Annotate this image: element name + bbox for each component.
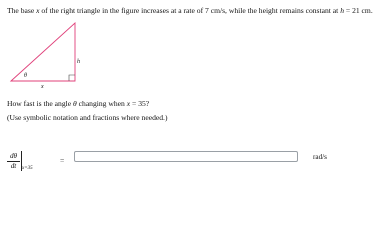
answer-input[interactable] <box>74 151 298 162</box>
label-x: x <box>41 84 44 90</box>
triangle-shape <box>11 23 75 81</box>
instruction-note: (Use symbolic notation and fractions where needed.) <box>7 113 168 122</box>
question-theta: θ <box>73 99 77 108</box>
variable-h: h <box>340 6 344 15</box>
statement-text-2: of the right triangle in the figure increases at a rate of 7 cm/s, while the height remains constant at <box>39 6 341 15</box>
evaluation-point: x=35 <box>22 166 33 171</box>
label-theta: θ <box>24 73 27 79</box>
label-h: h <box>77 59 80 65</box>
question-part-3: = 35? <box>130 99 150 108</box>
variable-x: x <box>36 6 40 15</box>
units-label: rad/s <box>313 153 327 161</box>
derivative-fraction <box>7 152 20 170</box>
question-text <box>7 99 149 108</box>
derivative-denominator: dt <box>10 162 17 170</box>
question-part-1: How fast is the angle <box>7 99 74 108</box>
statement-text-1: The base <box>7 6 37 15</box>
derivative-numerator: dθ <box>9 152 18 160</box>
right-angle-marker <box>69 75 75 81</box>
statement-text-3: = 21 cm. <box>343 6 373 15</box>
question-x: x <box>126 99 131 108</box>
question-part-2: changing when <box>76 99 127 108</box>
equals-sign: = <box>60 156 65 165</box>
